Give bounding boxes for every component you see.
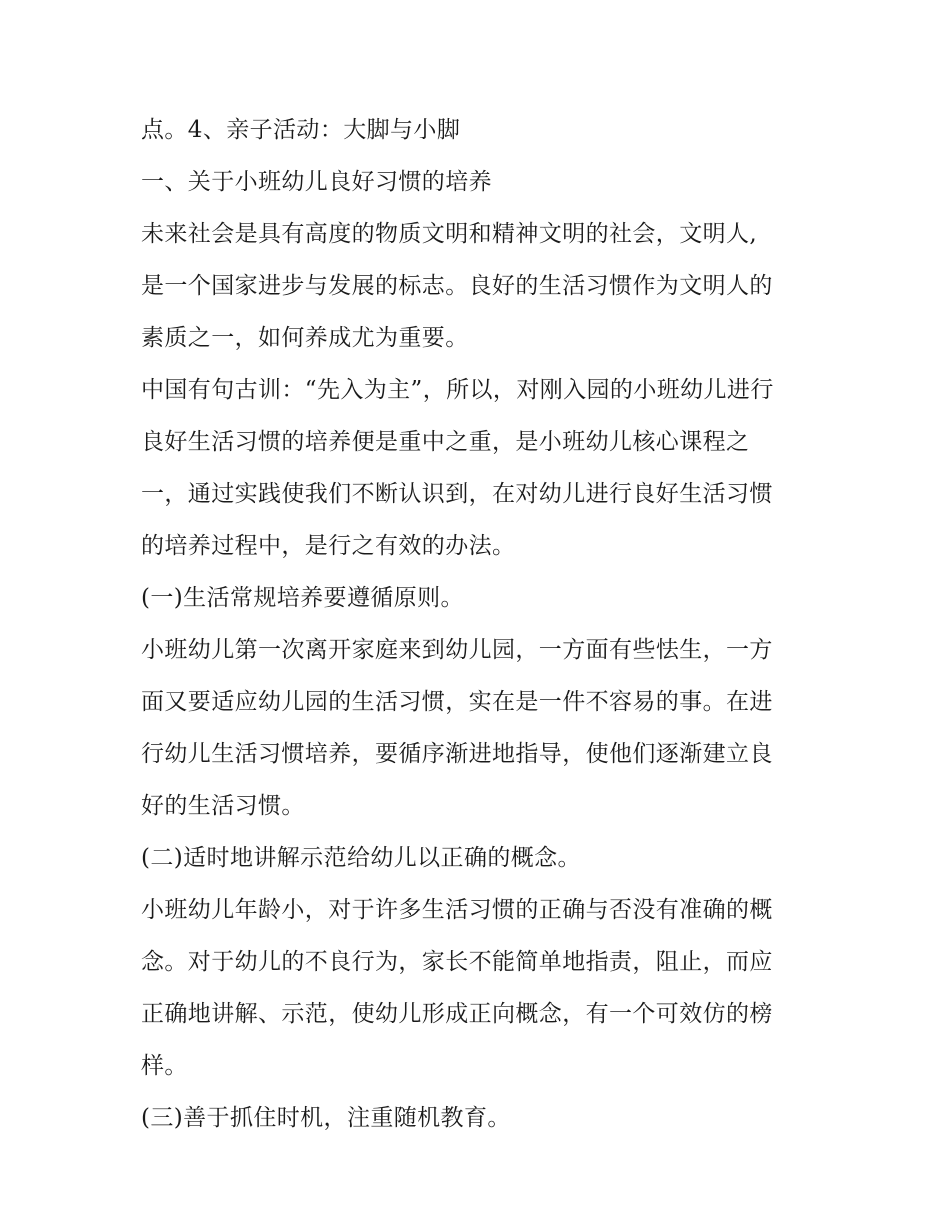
text-line: 念。对于幼儿的不良行为，家长不能简单地指责，阻止，而应 [141,949,773,975]
text-line: 一，通过实践使我们不断认识到，在对幼儿进行良好生活习惯 [141,481,773,507]
text-line: 素质之一，如何养成尤为重要。 [141,325,469,351]
text-line: 良好生活习惯的培养便是重中之重，是小班幼儿核心课程之 [141,429,750,455]
text-line: 面又要适应幼儿园的生活习惯，实在是一件不容易的事。在进 [141,689,773,715]
text-line: 小班幼儿年龄小，对于许多生活习惯的正确与否没有准确的概 [141,897,773,923]
text-line: 未来社会是具有高度的物质文明和精神文明的社会，文明人, [141,221,758,247]
document-body [141,104,821,1144]
text-line: 行幼儿生活习惯培养，要循序渐进地指导，使他们逐渐建立良 [141,741,773,767]
text-line: 小班幼儿第一次离开家庭来到幼儿园，一方面有些怯生，一方 [141,637,773,663]
text-line: 正确地讲解、示范，使幼儿形成正向概念，有一个可效仿的榜 [141,1001,773,1027]
text-line: 好的生活习惯。 [141,793,305,819]
subsection-heading: (三)善于抓住时机，注重随机教育。 [141,1105,511,1131]
text-line: 点。4、亲子活动：大脚与小脚 [141,117,461,143]
subsection-heading: (一)生活常规培养要遵循原则。 [141,585,464,611]
text-line: 是一个国家进步与发展的标志。良好的生活习惯作为文明人的 [141,273,773,299]
text-line: 中国有句古训：“先入为主”，所以，对刚入园的小班幼儿进行 [141,377,774,403]
text-line: 的培养过程中，是行之有效的办法。 [141,533,516,559]
subsection-heading: (二)适时地讲解示范给幼儿以正确的概念。 [141,845,581,871]
section-heading: 一、关于小班幼儿良好习惯的培养 [141,169,492,195]
text-line: 样。 [141,1053,188,1079]
